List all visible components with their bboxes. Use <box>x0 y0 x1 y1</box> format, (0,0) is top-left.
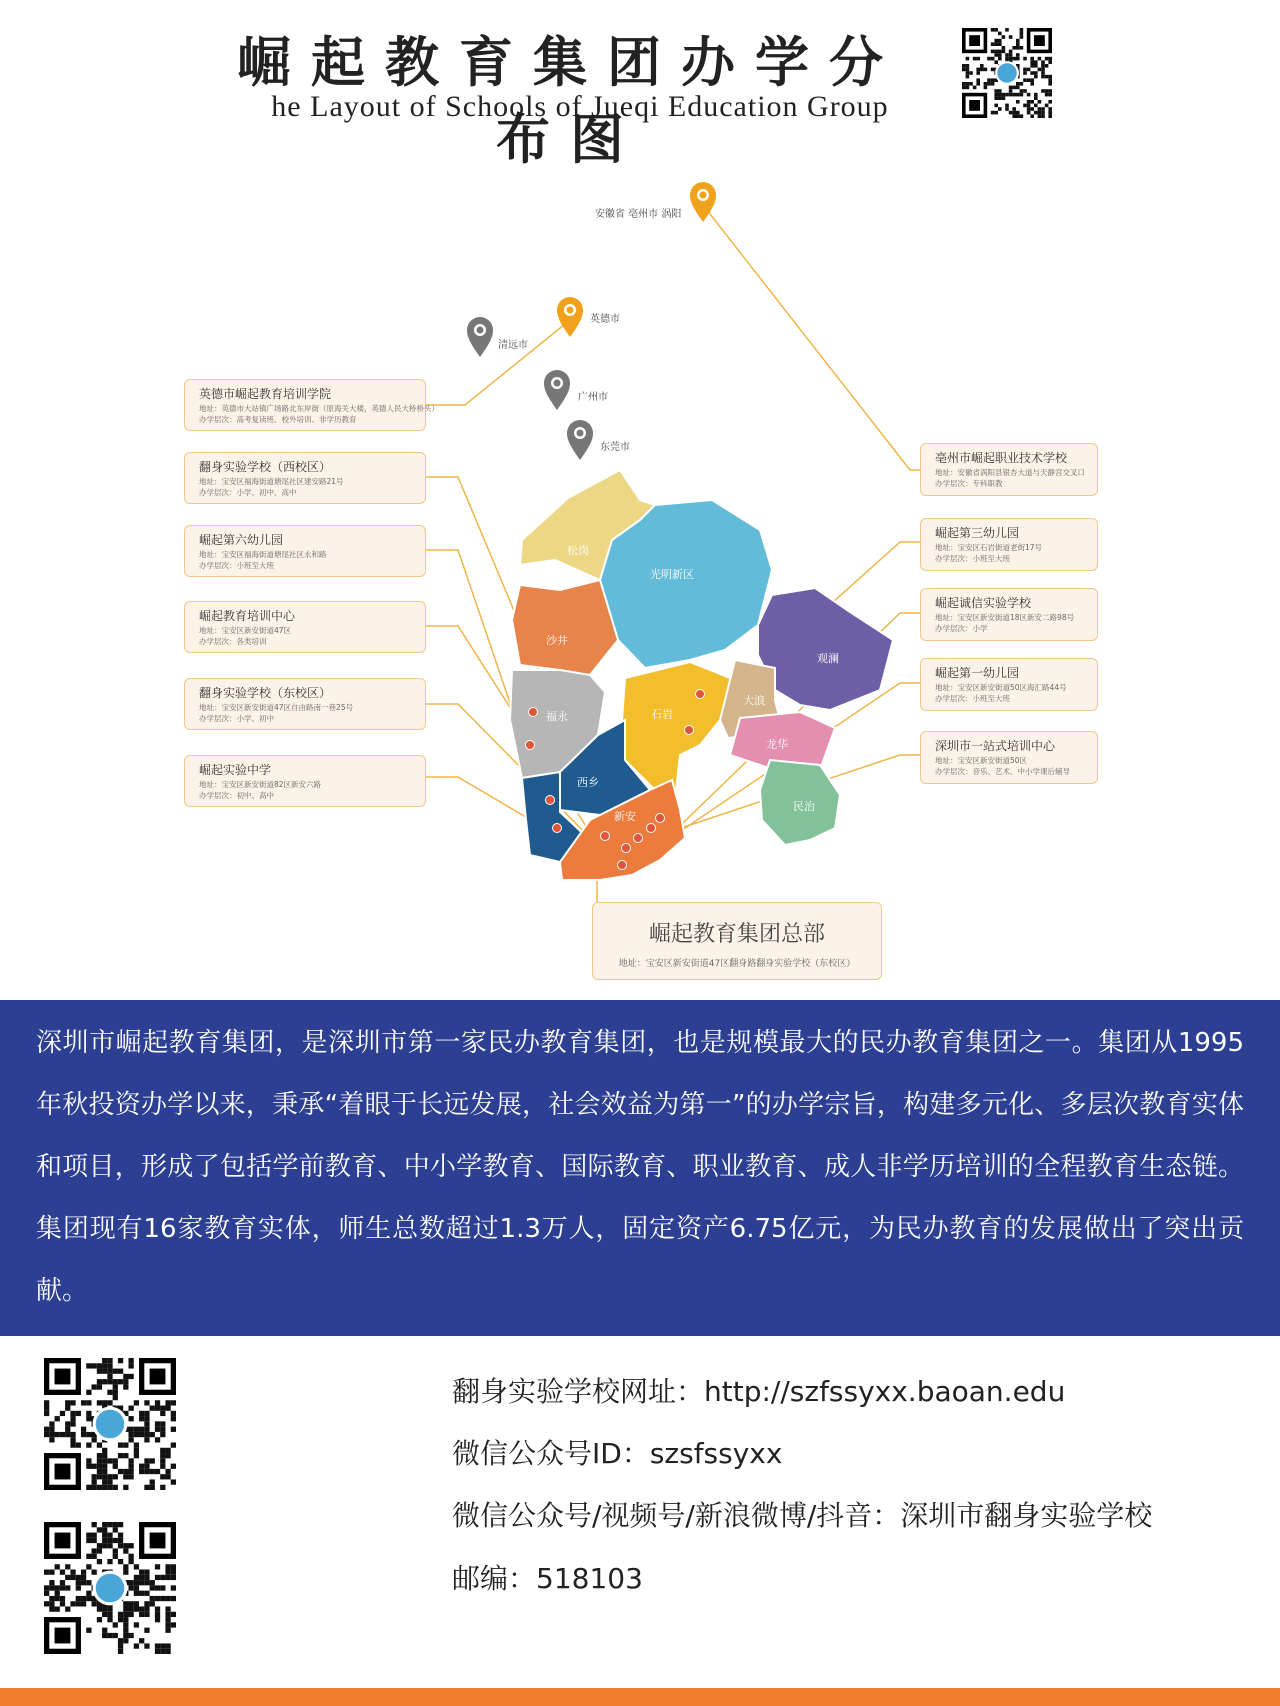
district-label-longhua: 龙华 <box>766 738 788 751</box>
postcode-text: 邮编：518103 <box>452 1562 643 1595</box>
district-label-guangming: 光明新区 <box>650 568 694 581</box>
district-shajing <box>512 580 618 675</box>
intro-paragraph: 深圳市崛起教育集团，是深圳市第一家民办教育集团，也是规模最大的民办教育集团之一。集团从1995年秋投资办学以来，秉承“着眼于长远发展，社会效益为第一”的办学宗旨，构建多元化、多层次教育实体和项目，形成了包括学前教育、中小学教育、国际教育、职业教育、成人非学历培训的全程教育生态链。集团现有16家教育实体，师生总数超过1.3万人，固定资产6.75亿元，为民办教育的发展做出了突出贡献。 <box>36 1028 1244 1306</box>
footer-qr-code-1 <box>44 1358 176 1490</box>
pin-label-dongguan: 东莞市 <box>600 442 630 453</box>
pin-label-qingyuan: 清远市 <box>498 340 528 351</box>
district-label-dalang: 大浪 <box>743 694 765 707</box>
district-label-fuyong: 福永 <box>546 710 568 723</box>
pin-qingyuan-icon <box>467 317 493 357</box>
school-box-training-center: 崛起教育培训中心 地址：宝安区新安街道47区 办学层次：各类培训 <box>184 601 426 653</box>
school-box-fanshen-east: 翻身实验学校（东校区） 地址：宝安区新安街道47区自由路南一巷25号 办学层次：小学、初中 <box>184 678 426 730</box>
district-label-guanlan: 观澜 <box>817 652 839 665</box>
school-box-bozhou-vocational: 亳州市崛起职业技术学校 地址：安徽省涡阳县银杏大道与天静宫交叉口 办学层次：专科职教 <box>920 443 1098 496</box>
pin-label-bozhou: 安徽省 亳州市 涡阳 <box>595 209 682 220</box>
headquarters-box <box>592 902 882 980</box>
district-label-minzhi: 民治 <box>793 800 815 813</box>
school-box-chengxin: 崛起诚信实验学校 地址：宝安区新安街道18区新安二路98号 办学层次：小学 <box>920 588 1098 641</box>
pin-label-guangzhou: 广州市 <box>578 392 608 403</box>
footer-accent-bar <box>0 1688 1280 1706</box>
page-title: 崛起教育集团办学分布图 <box>237 30 903 171</box>
wechat-id-text: 微信公众号ID：szsfssyxx <box>452 1437 783 1470</box>
headquarters-name: 崛起教育集团总部 <box>648 922 825 947</box>
qr-pattern-icon <box>962 28 1052 118</box>
school-box-yingde-institute: 英德市崛起教育培训学院 地址：英德市大站镇广场路北东岸街（原海关大楼，英德人民大桥桥头） 办学层次：高考复读班、校外培训、非学历教育 <box>184 379 426 431</box>
district-label-songgang: 松岗 <box>567 544 589 557</box>
district-guanlan <box>758 588 893 710</box>
pin-yingde-icon <box>557 297 583 337</box>
school-box-onestop-training: 深圳市一站式培训中心 地址：宝安区新安街道50区 办学层次：音乐、艺术、中小学课后辅导 <box>920 731 1098 784</box>
district-label-xixiang: 西乡 <box>577 776 599 789</box>
school-box-fanshen-west: 翻身实验学校（西校区） 地址：宝安区福海街道塘尾社区建安路21号 办学层次：小学、初中、高中 <box>184 452 426 504</box>
headquarters-address: 地址：宝安区新安街道47区翻身路翻身实验学校（东校区） <box>618 959 856 969</box>
pin-guangzhou-icon <box>544 370 570 410</box>
district-label-shiyan: 石岩 <box>651 708 673 721</box>
footer-qr-code-2 <box>44 1522 176 1654</box>
header-qr-code <box>962 28 1052 118</box>
page-subtitle: he Layout of Schools of Jueqi Education Group <box>271 90 889 123</box>
school-box-kindergarten-1: 崛起第一幼儿园 地址：宝安区新安街道50区海汇路44号 办学层次：小班至大班 <box>920 658 1098 711</box>
school-box-experimental-middle: 崛起实验中学 地址：宝安区新安街道82区新安六路 办学层次：初中、高中 <box>184 755 426 807</box>
districts <box>510 470 893 880</box>
social-accounts-text: 微信公众号/视频号/新浪微博/抖音：深圳市翻身实验学校 <box>452 1499 1153 1532</box>
school-box-kindergarten-3: 崛起第三幼儿园 地址：宝安区石岩街道老街17号 办学层次：小班至大班 <box>920 518 1098 571</box>
intro-band <box>0 1000 1280 1336</box>
line-bozhou <box>703 205 920 470</box>
qr-pattern-icon <box>44 1358 176 1490</box>
school-box-kindergarten-6: 崛起第六幼儿园 地址：宝安区福海街道塘尾社区永和路 办学层次：小班至大班 <box>184 525 426 577</box>
qr-pattern-icon <box>44 1522 176 1654</box>
pin-label-yingde: 英德市 <box>590 314 620 325</box>
district-label-xinan: 新安 <box>614 810 636 823</box>
district-label-shajing: 沙井 <box>546 634 568 647</box>
website-text: 翻身实验学校网址：http://szfssyxx.baoan.edu <box>452 1375 1066 1408</box>
pin-dongguan-icon <box>567 420 593 460</box>
